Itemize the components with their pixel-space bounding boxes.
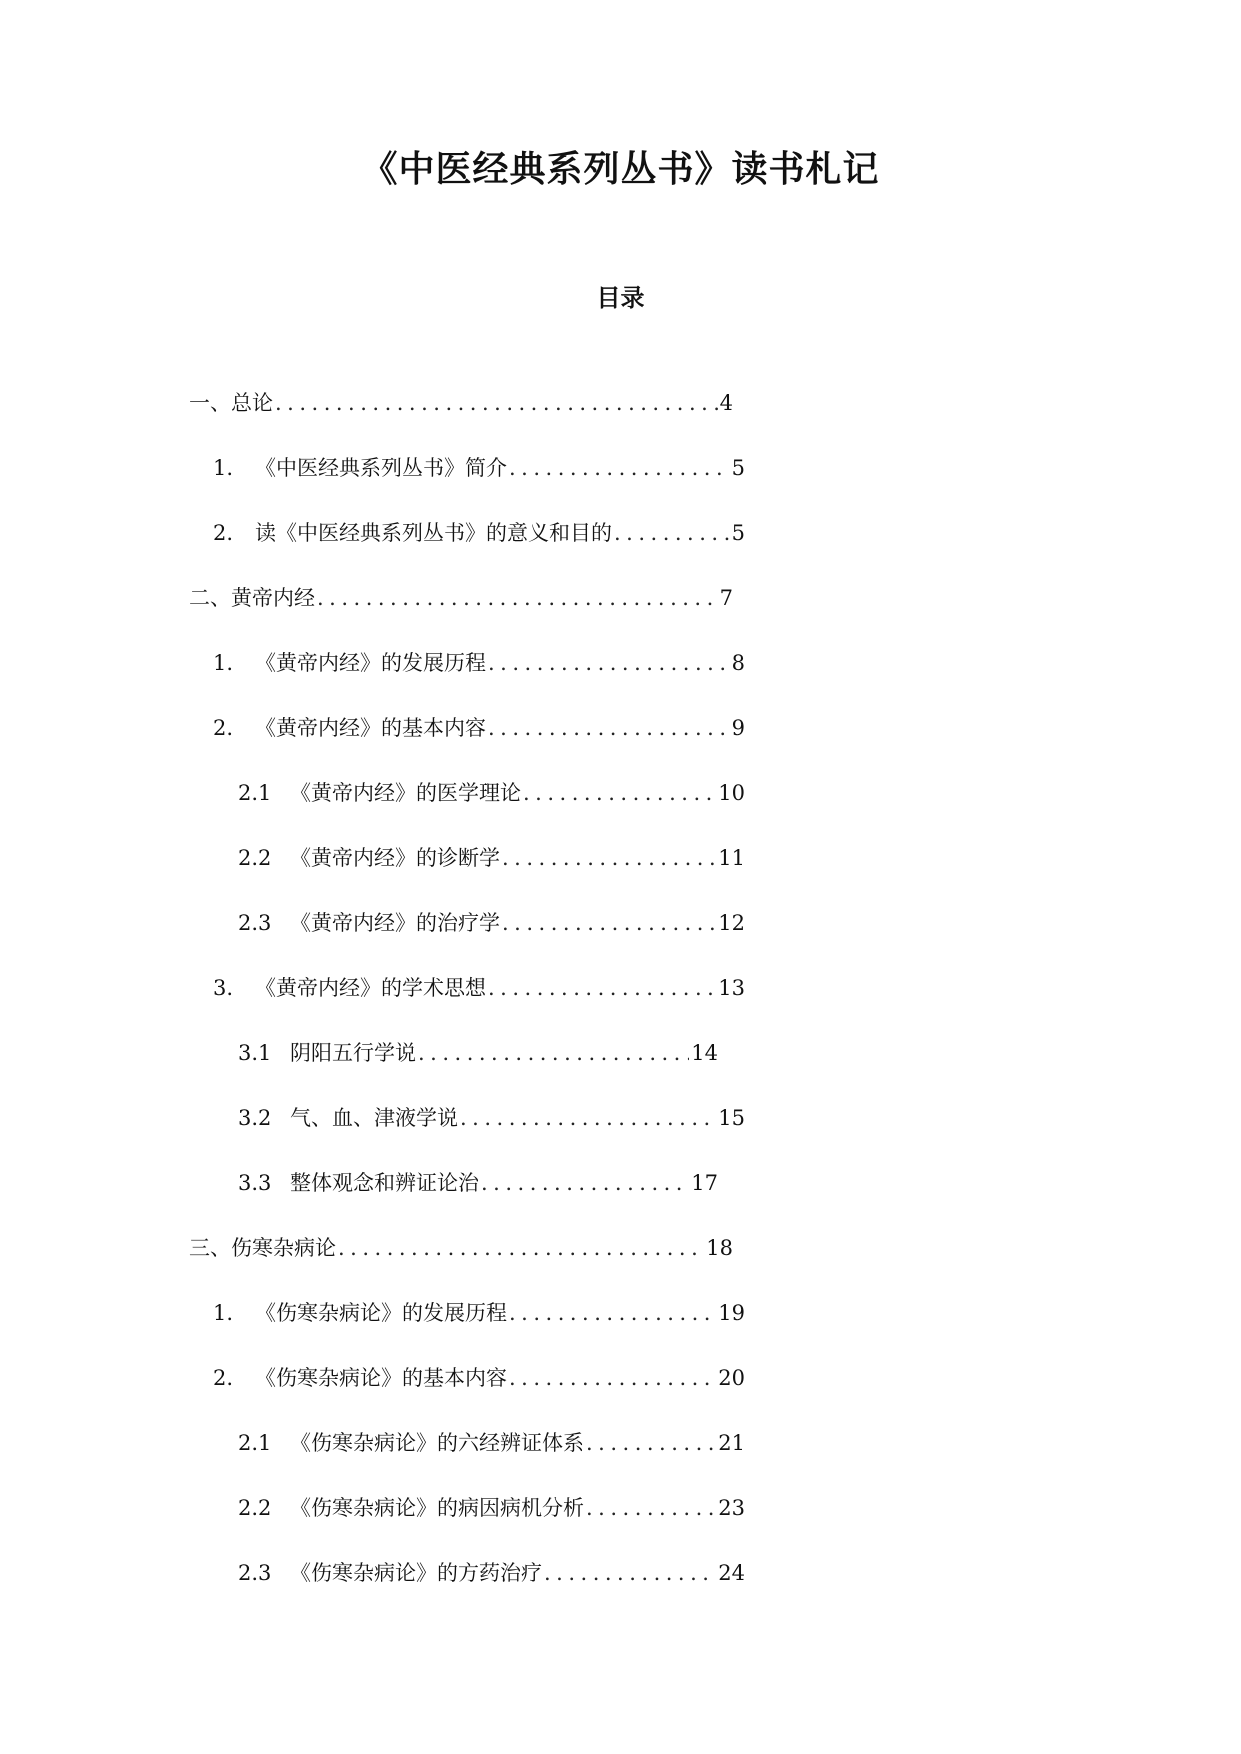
- toc-heading: 目录: [596, 284, 645, 312]
- toc-entry[interactable]: [0, 1036, 718, 1101]
- toc-entry-label: 读《中医经典系列丛书》的意义和目的: [255, 521, 612, 545]
- toc-dot-leader: [488, 711, 730, 745]
- toc-entry[interactable]: [0, 1426, 745, 1491]
- toc-entry-number: 2.3: [238, 1561, 272, 1585]
- toc-entry[interactable]: [0, 711, 745, 776]
- toc-entry-page: 17: [691, 1171, 718, 1195]
- toc-entry-page: 14: [691, 1041, 718, 1065]
- toc-entry[interactable]: [0, 451, 745, 516]
- toc-entry-label: 整体观念和辨证论治: [290, 1171, 479, 1195]
- toc-entry-label: 阴阳五行学说: [290, 1041, 416, 1065]
- toc-dot-leader: [614, 516, 730, 550]
- toc-entry-label: 《黄帝内经》的治疗学: [290, 911, 500, 935]
- toc-entry-label: 《伤寒杂病论》的发展历程: [255, 1301, 507, 1325]
- toc-entry-label: 《伤寒杂病论》的病因病机分析: [290, 1496, 584, 1520]
- toc-entry[interactable]: [0, 1556, 745, 1621]
- toc-entry-label: 《黄帝内经》的发展历程: [255, 651, 486, 675]
- toc-entry-page: 18: [706, 1236, 733, 1260]
- toc-dot-leader: [509, 451, 730, 485]
- toc-entry-number: 2.: [213, 1366, 234, 1390]
- toc-entry-label: 黄帝内经: [231, 586, 315, 610]
- toc-entry-label: 《伤寒杂病论》的方药治疗: [290, 1561, 542, 1585]
- toc-entry-page: 5: [731, 456, 745, 480]
- toc-entry[interactable]: [0, 1166, 718, 1231]
- toc-entry-number: 1.: [213, 456, 234, 480]
- toc-dot-leader: [502, 841, 716, 875]
- toc-entry[interactable]: [0, 1361, 745, 1426]
- toc-entry[interactable]: [0, 841, 745, 906]
- toc-dot-leader: [418, 1036, 689, 1070]
- toc-entry-number: 1.: [213, 1301, 234, 1325]
- toc-entry-page: 21: [718, 1431, 745, 1455]
- toc-entry-number: 2.: [213, 521, 234, 545]
- toc-dot-leader: [488, 646, 730, 680]
- toc-entry[interactable]: [0, 1491, 745, 1556]
- toc-entry-number: 1.: [213, 651, 234, 675]
- toc-entry-number: 3.2: [238, 1106, 272, 1130]
- toc-entry-number: 2.1: [238, 781, 272, 805]
- toc-entry[interactable]: [0, 646, 745, 711]
- toc-dot-leader: [544, 1556, 716, 1590]
- toc-entry[interactable]: [0, 1296, 745, 1361]
- toc-entry[interactable]: [0, 906, 745, 971]
- toc-entry-page: 19: [718, 1301, 745, 1325]
- toc-entry-number: 三、: [189, 1236, 231, 1260]
- toc-dot-leader: [586, 1426, 716, 1460]
- toc-entry-label: 《黄帝内经》的学术思想: [255, 976, 486, 1000]
- toc-entry-number: 2.1: [238, 1431, 272, 1455]
- toc-dot-leader: [523, 776, 716, 810]
- document-title: 《中医经典系列丛书》读书札记: [361, 149, 880, 190]
- toc-entry[interactable]: [0, 516, 745, 581]
- toc-entry-page: 13: [718, 976, 745, 1000]
- toc-entry-page: 23: [718, 1496, 745, 1520]
- toc-dot-leader: [338, 1231, 704, 1265]
- toc-entry-number: 2.: [213, 716, 234, 740]
- toc-entry-number: 一、: [189, 391, 231, 415]
- toc-dot-leader: [509, 1361, 716, 1395]
- toc-entry[interactable]: [0, 386, 733, 451]
- table-of-contents: [0, 386, 1241, 1621]
- toc-dot-leader: [275, 386, 718, 420]
- toc-entry-page: 4: [719, 391, 733, 415]
- toc-entry-label: 《伤寒杂病论》的六经辨证体系: [290, 1431, 584, 1455]
- toc-dot-leader: [488, 971, 716, 1005]
- toc-entry-page: 8: [731, 651, 745, 675]
- toc-entry-label: 《中医经典系列丛书》简介: [255, 456, 507, 480]
- toc-entry-label: 《伤寒杂病论》的基本内容: [255, 1366, 507, 1390]
- toc-dot-leader: [586, 1491, 716, 1525]
- toc-entry-label: 《黄帝内经》的医学理论: [290, 781, 521, 805]
- toc-entry-page: 12: [718, 911, 745, 935]
- toc-entry[interactable]: [0, 581, 733, 646]
- toc-entry[interactable]: [0, 1231, 733, 1296]
- toc-entry-page: 24: [718, 1561, 745, 1585]
- toc-entry-number: 3.: [213, 976, 234, 1000]
- toc-entry[interactable]: [0, 776, 745, 841]
- toc-entry-page: 5: [731, 521, 745, 545]
- toc-entry-label: 总论: [231, 391, 273, 415]
- toc-entry-number: 2.2: [238, 1496, 272, 1520]
- toc-entry-page: 7: [719, 586, 733, 610]
- toc-entry-page: 20: [718, 1366, 745, 1390]
- toc-entry-number: 二、: [189, 586, 231, 610]
- toc-entry-page: 10: [718, 781, 745, 805]
- toc-entry-number: 2.3: [238, 911, 272, 935]
- toc-entry-page: 15: [718, 1106, 745, 1130]
- toc-entry-label: 气、血、津液学说: [290, 1106, 458, 1130]
- toc-entry[interactable]: [0, 971, 745, 1036]
- toc-dot-leader: [317, 581, 718, 615]
- toc-dot-leader: [502, 906, 716, 940]
- toc-entry[interactable]: [0, 1101, 745, 1166]
- toc-entry-number: 3.1: [238, 1041, 272, 1065]
- toc-entry-number: 3.3: [238, 1171, 272, 1195]
- toc-entry-label: 《黄帝内经》的基本内容: [255, 716, 486, 740]
- toc-entry-label: 《黄帝内经》的诊断学: [290, 846, 500, 870]
- toc-entry-page: 11: [718, 846, 745, 870]
- toc-dot-leader: [509, 1296, 716, 1330]
- toc-dot-leader: [460, 1101, 716, 1135]
- toc-entry-number: 2.2: [238, 846, 272, 870]
- toc-entry-label: 伤寒杂病论: [231, 1236, 336, 1260]
- toc-entry-page: 9: [731, 716, 745, 740]
- toc-dot-leader: [481, 1166, 689, 1200]
